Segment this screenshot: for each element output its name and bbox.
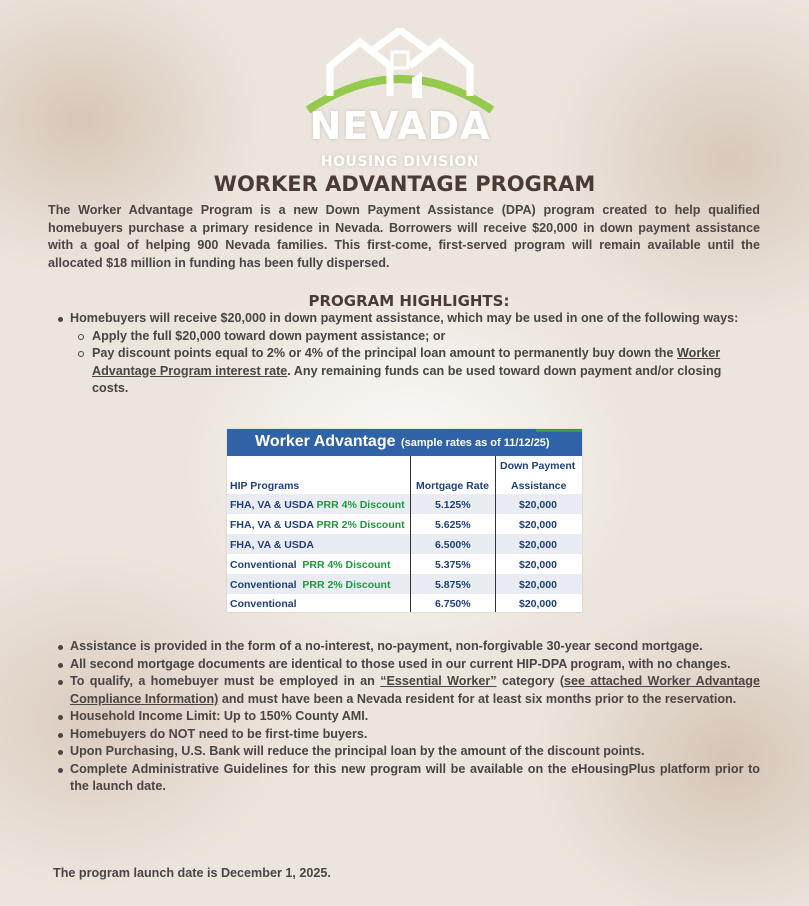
rate-table-subtitle: (sample rates as of 11/12/25) [401,437,550,449]
circle-bullet-icon [78,351,84,357]
header-accent [536,429,582,432]
list-item [58,708,760,726]
detail-text: To qualify, a homebuyer must be employed in an [70,674,381,688]
column-divider [410,456,411,612]
list-item [58,743,760,761]
table-cell-rate: 6.500% [435,539,471,551]
detail-text: Assistance is provided in the form of a no-interest, no-payment, non-forgivable 30-year second mortgage. [70,639,703,653]
bullet-icon [58,715,63,720]
table-cell-dpa: $20,000 [519,559,557,571]
highlights-heading: PROGRAM HIGHLIGHTS: [308,292,510,310]
option-text-post: . Any remaining funds can be used toward down payment and/or closing costs. [92,363,722,395]
bullet-icon [58,733,63,738]
list-item [58,761,760,796]
option-text-pre: Pay discount points equal to 2% or 4% of the principal loan amount to permanently buy down the [92,346,677,360]
col-header-dpa-2: Assistance [511,480,567,492]
table-cell-program: Conventional PRR 2% Discount [230,579,391,591]
list-item [58,673,760,708]
table-cell-dpa: $20,000 [519,519,557,531]
intro-paragraph: The Worker Advantage Program is a new Down Payment Assistance (DPA) program created to help qualified homebuyers purchase a primary residence in Nevada. Borrowers will receive $20,000 in down payment assistance with a goal of helping 900 Nevada families. This first-come, first-served program will remain available until the allocated $18 million in funding has been fully dispersed. [48,203,760,270]
list-item [58,726,760,744]
page-title: WORKER ADVANTAGE PROGRAM [213,172,596,196]
highlights-list [58,310,760,398]
col-header-dpa-1: Down Payment [500,460,576,472]
bullet-icon [58,680,63,685]
detail-text: All second mortgage documents are identical to those used in our current HIP-DPA program, with no changes. [70,656,731,671]
table-cell-program: Conventional [230,598,297,610]
rate-table [227,429,582,612]
logo-title: NEVADA [309,104,491,148]
table-cell-rate: 5.625% [435,519,471,531]
table-cell-program: FHA, VA & USDA PRR 4% Discount [230,499,405,511]
detail-text: category ( [496,674,565,688]
logo-subtitle: HOUSING DIVISION [320,154,480,170]
options-list [70,328,760,398]
table-cell-dpa: $20,000 [519,539,557,551]
essential-worker-link[interactable]: “Essential Worker” [380,674,497,688]
circle-bullet-icon [78,334,84,340]
bullet-icon [58,750,63,755]
list-item [58,310,760,398]
launch-date: The program launch date is December 1, 2025. [53,866,331,880]
list-item [70,328,760,346]
detail-text: Complete Administrative Guidelines for this new program will be available on the eHousingPlus platform prior to the launch date. [70,761,760,793]
table-cell-dpa: $20,000 [519,499,557,511]
column-divider [495,456,496,612]
col-header-program: HIP Programs [230,480,300,492]
bullet-icon [58,768,63,773]
table-cell-rate: 6.750% [435,598,471,610]
compliance-info-link[interactable]: see attached Worker Advantage Compliance Information) [70,674,760,706]
rate-table-header [227,429,582,456]
detail-text: Household Income Limit: Up to 150% County AMI. [70,709,369,723]
rate-table-title: Worker Advantage [255,433,396,450]
table-cell-dpa: $20,000 [519,598,557,610]
detail-text: and must have been a Nevada resident for at least six months prior to the reservation. [218,691,737,706]
highlight-text: Homebuyers will receive $20,000 in down payment assistance, which may be used in one of the following ways: [70,311,739,325]
table-cell-program: FHA, VA & USDA [230,539,314,551]
detail-text: Homebuyers do NOT need to be first-time buyers. [70,726,368,741]
bullet-icon [58,663,63,668]
bullet-icon [58,645,63,650]
col-header-rate: Mortgage Rate [416,480,489,492]
table-cell-rate: 5.125% [435,499,471,511]
details-list [58,638,760,796]
interest-rate-link[interactable]: Worker Advantage Program interest rate [92,346,721,378]
option-text: Apply the full $20,000 toward down payment assistance; or [92,328,446,343]
table-cell-rate: 5.875% [435,579,471,591]
table-cell-program: FHA, VA & USDA PRR 2% Discount [230,519,405,531]
list-item [58,656,760,674]
list-item [70,345,760,398]
bullet-icon [58,317,63,322]
list-item [58,638,760,656]
table-cell-rate: 5.375% [435,559,471,571]
table-cell-program: Conventional PRR 4% Discount [230,559,391,571]
table-cell-dpa: $20,000 [519,579,557,591]
detail-text: Upon Purchasing, U.S. Bank will reduce the principal loan by the amount of the discount points. [70,744,645,758]
nevada-housing-logo [300,28,500,170]
